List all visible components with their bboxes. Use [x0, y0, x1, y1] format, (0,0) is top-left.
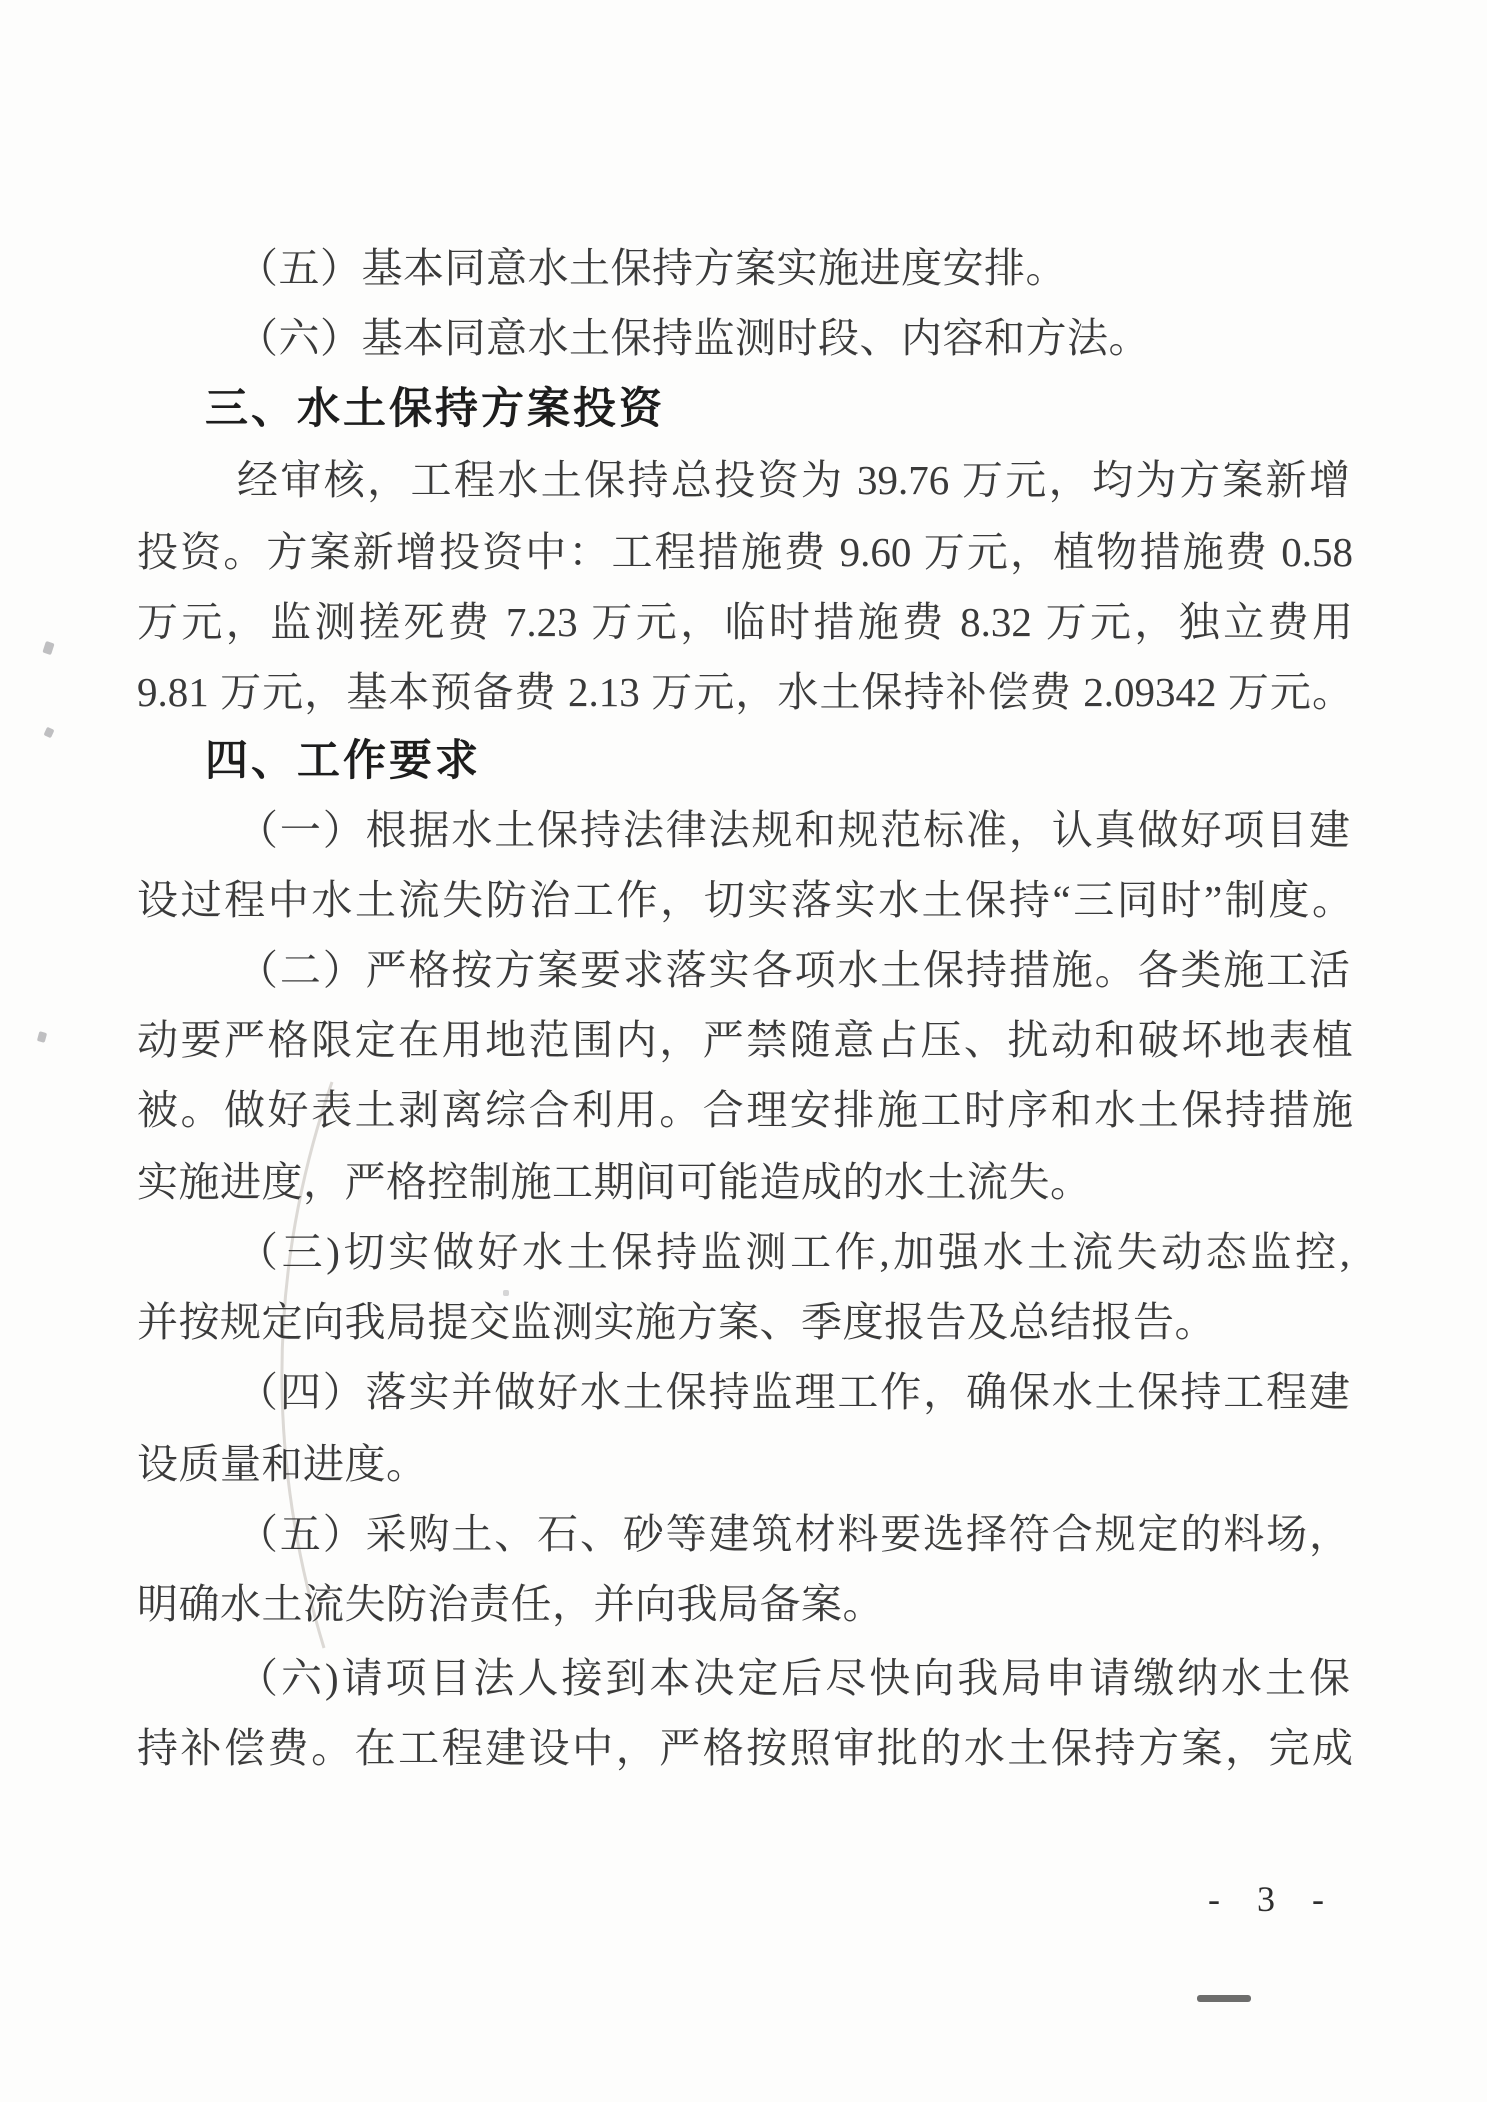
scan-speck	[37, 1031, 47, 1043]
doc-line: （三)切实做好水土保持监测工作,加强水土流失动态监控,	[237, 1229, 1350, 1275]
doc-line: 动要严格限定在用地范围内，严禁随意占压、扰动和破坏地表植	[137, 1017, 1353, 1063]
doc-line: 9.81 万元，基本预备费 2.13 万元，水土保持补偿费 2.09342 万元。	[137, 669, 1353, 715]
doc-line-item5: （五）基本同意水土保持方案实施进度安排。	[237, 245, 1067, 291]
section-heading-4: 四、工作要求	[205, 737, 481, 785]
doc-line: 并按规定向我局提交监测实施方案、季度报告及总结报告。	[137, 1299, 1216, 1345]
doc-line: （一）根据水土保持法律法规和规范标准，认真做好项目建	[237, 807, 1350, 853]
doc-line: 被。做好表土剥离综合利用。合理安排施工时序和水土保持措施	[137, 1087, 1353, 1133]
doc-line: 设过程中水土流失防治工作，切实落实水土保持“三同时”制度。	[137, 877, 1353, 923]
doc-line: 实施进度，严格控制施工期间可能造成的水土流失。	[137, 1159, 1092, 1205]
doc-line: （二）严格按方案要求落实各项水土保持措施。各类施工活	[237, 947, 1350, 993]
doc-line: 设质量和进度。	[137, 1441, 428, 1487]
scan-smudge	[1197, 1995, 1251, 2002]
scan-speck	[42, 641, 54, 655]
doc-line: （四）落实并做好水土保持监理工作，确保水土保持工程建	[237, 1369, 1350, 1415]
page-number: - 3 -	[1208, 1879, 1338, 1919]
doc-line-item6: （六）基本同意水土保持监测时段、内容和方法。	[237, 315, 1150, 361]
doc-line: （五）采购土、石、砂等建筑材料要选择符合规定的料场，	[237, 1511, 1350, 1557]
doc-line: 经审核，工程水土保持总投资为 39.76 万元，均为方案新增	[237, 457, 1350, 503]
doc-line: 投资。方案新增投资中：工程措施费 9.60 万元，植物措施费 0.58	[137, 529, 1353, 575]
doc-line: （六)请项目法人接到本决定后尽快向我局申请缴纳水土保	[237, 1655, 1350, 1701]
scan-speck	[503, 1290, 509, 1296]
scan-speck	[43, 727, 54, 739]
doc-line: 持补偿费。在工程建设中，严格按照审批的水土保持方案，完成	[137, 1725, 1353, 1771]
doc-line: 万元，监测搓死费 7.23 万元，临时措施费 8.32 万元，独立费用	[137, 599, 1353, 645]
section-heading-3: 三、水土保持方案投资	[205, 385, 665, 433]
doc-line: 明确水土流失防治责任，并向我局备案。	[137, 1581, 884, 1627]
